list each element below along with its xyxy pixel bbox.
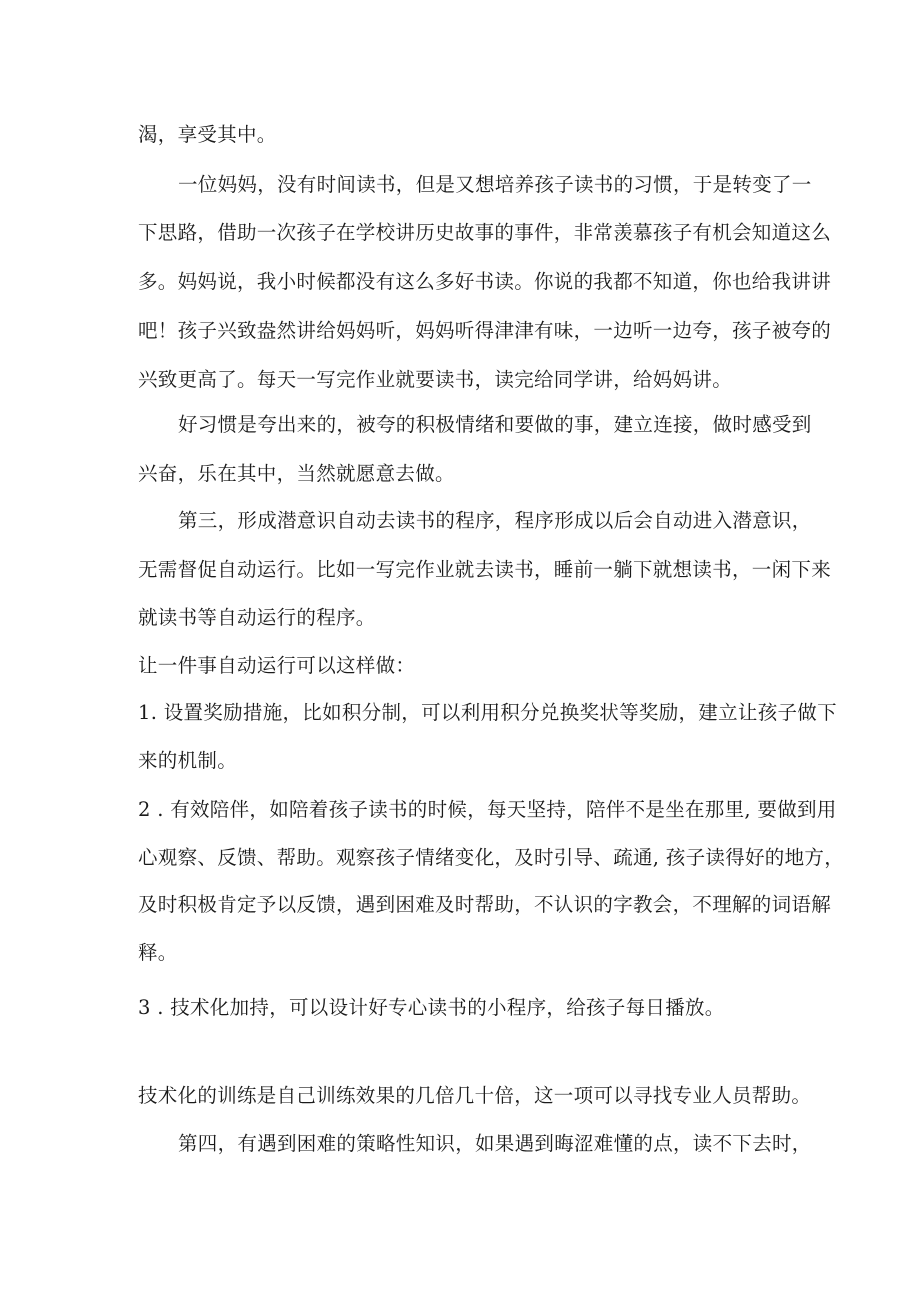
- text-line: 及时积极肯定予以反馈，遇到困难及时帮助，不认识的字教会，不理解的词语解: [138, 893, 832, 916]
- text-line: 释。: [138, 941, 178, 964]
- text-line: 3 . 技术化加持，可以设计好专心读书的小程序，给孩子每日播放。: [138, 996, 725, 1019]
- text-line: 兴奋，乐在其中，当然就愿意去做。: [138, 462, 455, 485]
- text-line: 来的机制。: [138, 749, 238, 772]
- text-line: 心观察、反馈、帮助。观察孩子情绪变化，及时引导、疏通, 孩子读得好的地方，: [138, 846, 844, 869]
- text-line: 让一件事自动运行可以这样做：: [138, 654, 416, 677]
- text-line: 好习惯是夸出来的，被夸的积极情绪和要做的事，建立连接，做时感受到: [178, 413, 812, 436]
- text-line: 兴致更高了。每天一写完作业就要读书，读完给同学讲，给妈妈讲。: [138, 368, 733, 391]
- text-line: 第四，有遇到困难的策略性知识，如果遇到晦涩难懂的点，读不下去时，: [178, 1132, 812, 1155]
- text-line: 第三，形成潜意识自动去读书的程序，程序形成以后会自动进入潜意识，: [178, 509, 812, 532]
- text-line: 2 . 有效陪伴，如陪着孩子读书的时候，每天坚持，陪伴不是坐在那里, 要做到用: [138, 798, 837, 821]
- text-line: 多。妈妈说，我小时候都没有这么多好书读。你说的我都不知道，你也给我讲讲: [138, 270, 832, 293]
- text-line: 无需督促自动运行。比如一写完作业就去读书，睡前一躺下就想读书，一闲下来: [138, 558, 832, 581]
- text-line: 就读书等自动运行的程序。: [138, 606, 376, 629]
- text-line: 渴，享受其中。: [138, 123, 277, 146]
- text-line: 吧！孩子兴致盎然讲给妈妈听，妈妈听得津津有味，一边听一边夸，孩子被夸的: [138, 319, 832, 342]
- text-line: 1. 设置奖励措施，比如积分制，可以利用积分兑换奖状等奖励，建立让孩子做下: [138, 701, 837, 724]
- text-line: 一位妈妈，没有时间读书，但是又想培养孩子读书的习惯，于是转变了一: [178, 173, 812, 196]
- text-line: 下思路，借助一次孩子在学校讲历史故事的事件，非常羡慕孩子有机会知道这么: [138, 221, 832, 244]
- text-line: 技术化的训练是自己训练效果的几倍几十倍，这一项可以寻找专业人员帮助。: [138, 1084, 812, 1107]
